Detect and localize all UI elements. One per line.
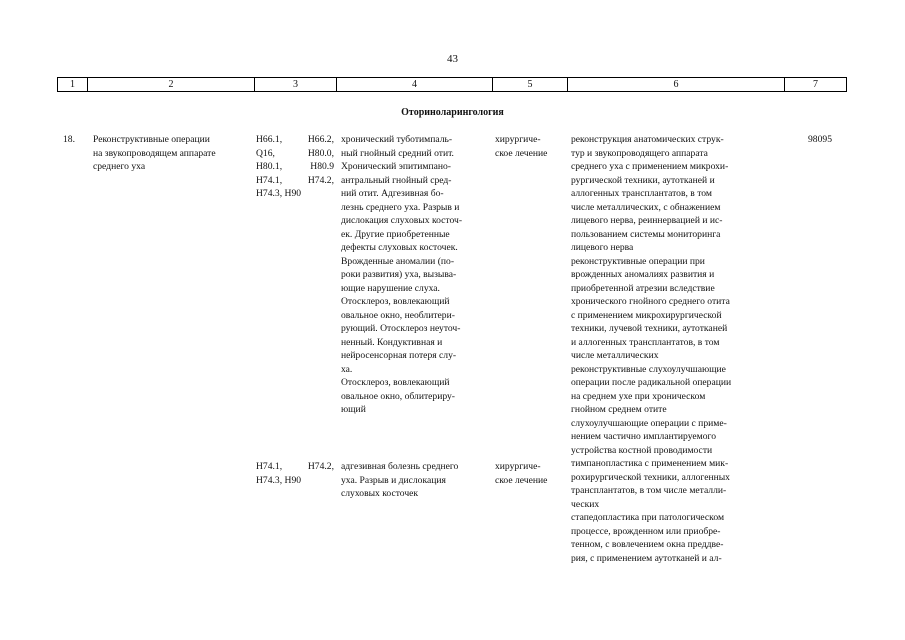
method-line: процессе, врожденном или приобре- [571, 525, 721, 537]
method-line: тимпанопластика с применением мик- [571, 458, 729, 469]
diagnosis-line: ющий [341, 404, 366, 415]
icd-code: H74.2, [307, 174, 334, 186]
procedure-name [93, 133, 250, 174]
icd-code: H74.1, [256, 174, 283, 186]
code-line [256, 460, 334, 474]
method-line: числе металлических [571, 350, 659, 361]
method-line: и аллогенных трансплантатов, в том [571, 336, 720, 348]
method-line: операции после радикальной операции [571, 377, 732, 388]
icd-code: H66.2, [307, 134, 334, 145]
treatment-line: ское лечение [495, 147, 548, 159]
icd-code: H80.9 [310, 161, 334, 172]
procedure-name-line: Реконструктивные операции [93, 134, 210, 145]
column-number-1: 1 [57, 78, 87, 91]
column-number-3: 3 [254, 78, 336, 91]
diagnosis-line: слуховых косточек [341, 488, 419, 499]
column-number-5: 5 [492, 78, 567, 91]
method-line: врожденных аномалиях развития и [571, 269, 715, 280]
diagnosis-line: ха. [341, 363, 353, 375]
diagnosis-line: овальное окно, облитериру- [341, 390, 456, 402]
method-line: тенном, с вовлечением окна преддве- [571, 539, 724, 550]
diagnosis-line: Хронический эпитимпано- [341, 161, 452, 172]
method-line: трансплантатов, в том числе металли- [571, 485, 727, 496]
method-line: лицевого нерва, реиннервацией и ис- [571, 215, 723, 226]
method-line: на среднем ухе при хроническом [571, 390, 706, 402]
icd-code: H80.1, [256, 161, 283, 172]
method-line: среднего уха с применением микрохи- [571, 161, 729, 172]
method-line: рургической техники, аутотканей и [571, 174, 715, 186]
method-line: слухоулучшающие операции с приме- [571, 417, 727, 429]
page-number: 43 [447, 53, 458, 65]
method-line: рохирургической техники, аллогенных [571, 471, 730, 483]
method-line: лицевого нерва [571, 242, 634, 253]
diagnosis-line: ек. Другие приобретенные [341, 228, 450, 240]
diagnosis-line: лезнь среднего уха. Разрыв и [341, 201, 460, 213]
icd-codes-group-2 [256, 460, 334, 487]
method-line: с применением микрохирургической [571, 309, 722, 321]
icd-code: H66.1, [256, 134, 283, 145]
method-line: ческих [571, 498, 600, 510]
diagnosis-line: Отосклероз, вовлекающий [341, 377, 450, 388]
method-line: реконструкция анатомических струк- [571, 134, 724, 145]
diagnosis-line: хронический туботимпаль- [341, 134, 453, 145]
icd-codes-group-1 [256, 133, 334, 201]
treatment-type-group-2 [495, 460, 563, 487]
method-line: реконструктивные слухоулучшающие [571, 363, 726, 375]
diagnosis-group-1 [341, 133, 490, 417]
method-line: устройства костной проводимости [571, 444, 713, 456]
treatment-line: ское лечение [495, 474, 548, 486]
icd-code: H74.2, [307, 461, 334, 472]
treatment-line: хирургиче- [495, 134, 541, 145]
code-line [256, 187, 334, 201]
cost-value: 98095 [808, 134, 832, 145]
method-line: техники, лучевой техники, аутотканей [571, 323, 728, 334]
diagnosis-line: овальное окно, необлитери- [341, 309, 455, 321]
treatment-type-group-1 [495, 133, 563, 160]
column-number-row [57, 77, 847, 92]
diagnosis-line: Отосклероз, вовлекающий [341, 296, 450, 307]
diagnosis-line: дефекты слуховых косточек. [341, 242, 458, 253]
method-line: хронического гнойного среднего отита [571, 296, 730, 307]
method-line: реконструктивные операции при [571, 255, 705, 267]
icd-code: H74.3, H90 [256, 474, 302, 486]
icd-code: H74.3, H90 [256, 188, 302, 199]
method-line: тур и звукопроводящего аппарата [571, 147, 708, 159]
diagnosis-line: ющие нарушение слуха. [341, 282, 440, 294]
code-line [256, 133, 334, 147]
code-line [256, 147, 334, 161]
treatment-line: хирургиче- [495, 461, 541, 472]
procedure-name-line: среднего уха [93, 161, 146, 172]
code-line [256, 160, 334, 174]
section-title: Оториноларингология [401, 107, 504, 118]
icd-code: H80.0, [307, 147, 334, 159]
diagnosis-line: ный гнойный средний отит. [341, 147, 454, 159]
column-number-7: 7 [784, 78, 847, 91]
diagnosis-line: роки развития) уха, вызыва- [341, 269, 457, 280]
method-line: стапедопластика при патологическом [571, 512, 725, 523]
column-number-2: 2 [87, 78, 254, 91]
method-line: нением частично имплантируемого [571, 431, 717, 442]
diagnosis-line: уха. Разрыв и дислокация [341, 474, 446, 486]
icd-code: H74.1, [256, 461, 283, 472]
treatment-methods [571, 133, 771, 565]
diagnosis-group-2 [341, 460, 490, 501]
method-line: пользованием системы мониторинга [571, 228, 721, 240]
diagnosis-line: Врожденные аномалии (по- [341, 255, 455, 267]
code-line [256, 474, 334, 488]
diagnosis-line: рующий. Отосклероз неуточ- [341, 323, 461, 334]
method-line: числе металлических, с обнажением [571, 201, 721, 213]
method-line: аллогенных трансплантатов, в том [571, 188, 712, 199]
diagnosis-line: адгезивная болезнь среднего [341, 461, 459, 472]
method-line: приобретенной атрезии вследствие [571, 282, 715, 294]
row-number: 18. [63, 134, 75, 145]
icd-code: Q16, [256, 147, 275, 159]
column-number-6: 6 [567, 78, 784, 91]
diagnosis-line: дислокация слуховых косточ- [341, 215, 463, 226]
procedure-name-line: на звукопроводящем аппарате [93, 147, 216, 159]
diagnosis-line: антральный гнойный сред- [341, 174, 452, 186]
method-line: гнойном среднем отите [571, 404, 667, 415]
diagnosis-line: нейросенсорная потеря слу- [341, 350, 457, 361]
diagnosis-line: ненный. Кондуктивная и [341, 336, 443, 348]
column-number-4: 4 [336, 78, 492, 91]
code-line [256, 174, 334, 188]
method-line: рия, с применением аутотканей и ал- [571, 552, 722, 564]
diagnosis-line: ний отит. Адгезивная бо- [341, 188, 444, 199]
